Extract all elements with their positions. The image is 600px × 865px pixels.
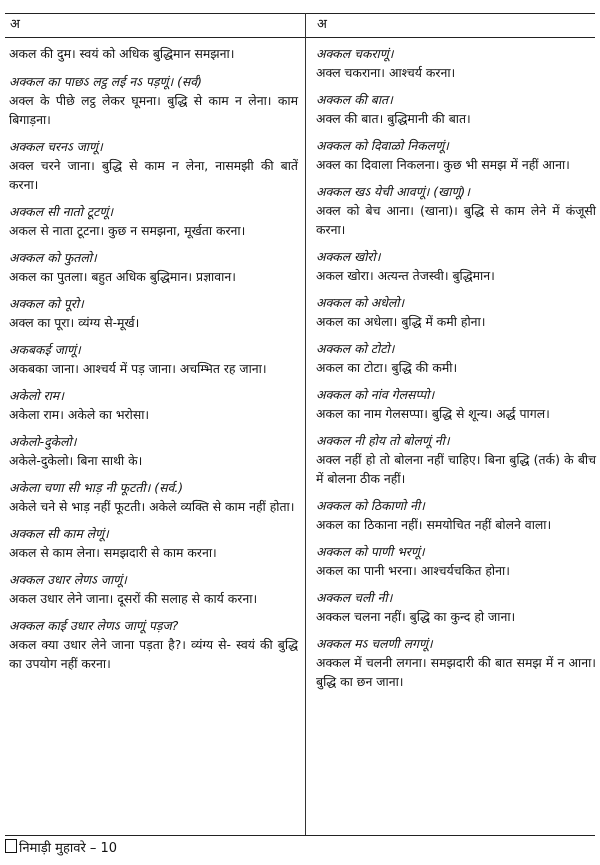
idiom-entry [9,432,298,470]
idiom-entry [316,293,596,331]
idiom-phrase: अक्कल नी होय तो बोलणूं नी। [316,433,450,448]
idiom-entry [9,386,298,424]
idiom-entry [9,137,298,194]
idiom-phrase: अक्कल को पूरो। [9,296,84,311]
column-separator [305,13,306,835]
idiom-phrase: अक्कल को पाणी भरणूं। [316,544,425,559]
header-rule [5,37,595,38]
idiom-phrase: अक्कल खऽ येची आवणूं। (खाणूं)। [316,184,470,199]
idiom-entry [316,90,596,128]
idiom-entry [9,340,298,378]
idiom-meaning: अकल क्या उधार लेने जाना पड़ता है?। व्यंग्य से- स्वयं की बुद्धि का उपयोग नहीं करना। [9,637,298,671]
idiom-meaning: अकल से काम लेना। समझदारी से काम करना। [9,545,217,560]
idiom-meaning: अक्ल नहीं हो तो बोलना नहीं चाहिए। बिना बुद्धि (तर्क) के बीच में बोलना ठीक नहीं। [316,452,596,486]
idiom-phrase: अक्कल काई उधार लेणऽ जाणूं पड़ज? [9,618,179,633]
idiom-entry [9,202,298,240]
page-footer [5,838,117,860]
top-rule [5,13,595,14]
left-header-letter: अ [10,17,20,32]
idiom-entry [316,496,596,534]
idiom-meaning: अक्ल चरने जाना। बुद्धि से काम न लेना, नासमझी की बातें करना। [9,158,298,192]
idiom-phrase: अक्कल मऽ चलणी लगणूं। [316,636,433,651]
idiom-phrase: अक्कल को नांव गेलसप्पो। [316,387,435,402]
idiom-entry [316,542,596,580]
idiom-phrase: अक्कल की बात। [316,92,393,107]
idiom-entry [9,616,298,673]
idiom-phrase: अक्कल उधार लेणऽ जाणूं। [9,572,127,587]
idiom-meaning: अकल का अधेला। बुद्धि में कमी होना। [316,314,486,329]
idiom-phrase: अकेलो-दुकेलो। [9,434,77,449]
idiom-meaning: अक्ल चकराना। आश्चर्य करना। [316,65,456,80]
idiom-entry [9,524,298,562]
idiom-entry [316,385,596,423]
idiom-meaning: अक्ल का पूरा। व्यंग्य से-मूर्ख। [9,315,140,330]
idiom-meaning: अकल से नाता टूटना। कुछ न समझना, मूर्खता करना। [9,223,246,238]
idiom-meaning: अकल का पानी भरना। आश्चर्यचकित होना। [316,563,510,578]
idiom-entry [316,182,596,239]
idiom-phrase: अक्कल चकराणूं। [316,46,394,61]
idiom-phrase: अक्कल को फुतलो। [9,250,97,265]
idiom-meaning: अक्कल में चलनी लगना। समझदारी की बात समझ में न आना। बुद्धि का छन जाना। [316,655,596,689]
idiom-entry [9,294,298,332]
idiom-meaning: अक्कल चलना नहीं। बुद्धि का कुन्द हो जाना। [316,609,516,624]
idiom-meaning: अकेले-दुकेलो। बिना साथी के। [9,453,143,468]
footer-text: निमाड़ी मुहावरे – 10 [19,841,118,856]
idiom-entry [316,431,596,488]
idiom-meaning: अकल उधार लेने जाना। दूसरों की सलाह से कार्य करना। [9,591,258,606]
idiom-phrase: अकबकई जाणूं। [9,342,81,357]
idiom-meaning: अकबका जाना। आश्चर्य में पड़ जाना। अचम्भित रह जाना। [9,361,267,376]
idiom-phrase: अक्कल सी काम लेणूं। [9,526,109,541]
idiom-meaning: अक्ल के पीछे लट्ठ लेकर घूमना। बुद्धि से काम न लेना। काम बिगाड़ना। [9,93,298,127]
left-column [9,44,298,681]
idiom-phrase: अक्कल का पाछऽ लट्ठ लई नऽ पड़णूं। (सर्व) [9,74,203,89]
idiom-phrase: अकेलो राम। [9,388,64,403]
idiom-meaning: अक्ल की बात। बुद्धिमानी की बात। [316,111,471,126]
idiom-entry [316,339,596,377]
idiom-entry [316,634,596,691]
idiom-entry [316,588,596,626]
idiom-meaning: अकल का पुतला। बहुत अधिक बुद्धिमान। प्रज्ञावान। [9,269,236,284]
idiom-meaning: अकल का टोटा। बुद्धि की कमी। [316,360,458,375]
idiom-entry [9,248,298,286]
idiom-meaning: अकेले चने से भाड़ नहीं फूटती। अकेले व्यक्ति से काम नहीं होता। [9,499,295,514]
footer-box-icon [5,839,17,853]
right-column [316,44,596,699]
idiom-phrase: अक्कल खोरो। [316,249,381,264]
right-header-letter: अ [317,17,327,32]
idiom-entry [9,44,298,63]
idiom-meaning: अक्ल को बेच आना। (खाना)। बुद्धि से काम लेने में कंजूसी करना। [316,203,596,237]
idiom-phrase: अक्कल को ठिकाणो नी। [316,498,425,513]
idiom-entry [316,247,596,285]
idiom-phrase: अक्कल को अधेलो। [316,295,405,310]
idiom-phrase: अक्कल चरनऽ जाणूं। [9,139,103,154]
idiom-meaning: अकेला राम। अकेले का भरोसा। [9,407,150,422]
idiom-entry [9,478,298,516]
idiom-meaning: अकल का ठिकाना नहीं। समयोचित नहीं बोलने वाला। [316,517,552,532]
idiom-entry [9,570,298,608]
bottom-rule [5,835,595,836]
idiom-phrase: अक्कल को टोटो। [316,341,395,356]
idiom-meaning: अकल का नाम गेलसप्पा। बुद्धि से शून्य। अर्द्ध पागल। [316,406,550,421]
idiom-meaning: अकल खोरा। अत्यन्त तेजस्वी। बुद्धिमान। [316,268,495,283]
idiom-entry [316,136,596,174]
idiom-phrase: अक्कल चली नी। [316,590,393,605]
idiom-phrase: अक्कल को दिवाळो निकलणूं। [316,138,449,153]
idiom-entry [316,44,596,82]
idiom-entry [9,72,298,129]
idiom-phrase: अक्कल सी नातो टूटणूं। [9,204,114,219]
idiom-meaning: अकल की दुम। स्वयं को अधिक बुद्धिमान समझना। [9,46,235,61]
idiom-phrase: अकेला चणा सी भाड़ नी फूटती। (सर्व.) [9,480,184,495]
idiom-meaning: अक्ल का दिवाला निकलना। कुछ भी समझ में नहीं आना। [316,157,570,172]
